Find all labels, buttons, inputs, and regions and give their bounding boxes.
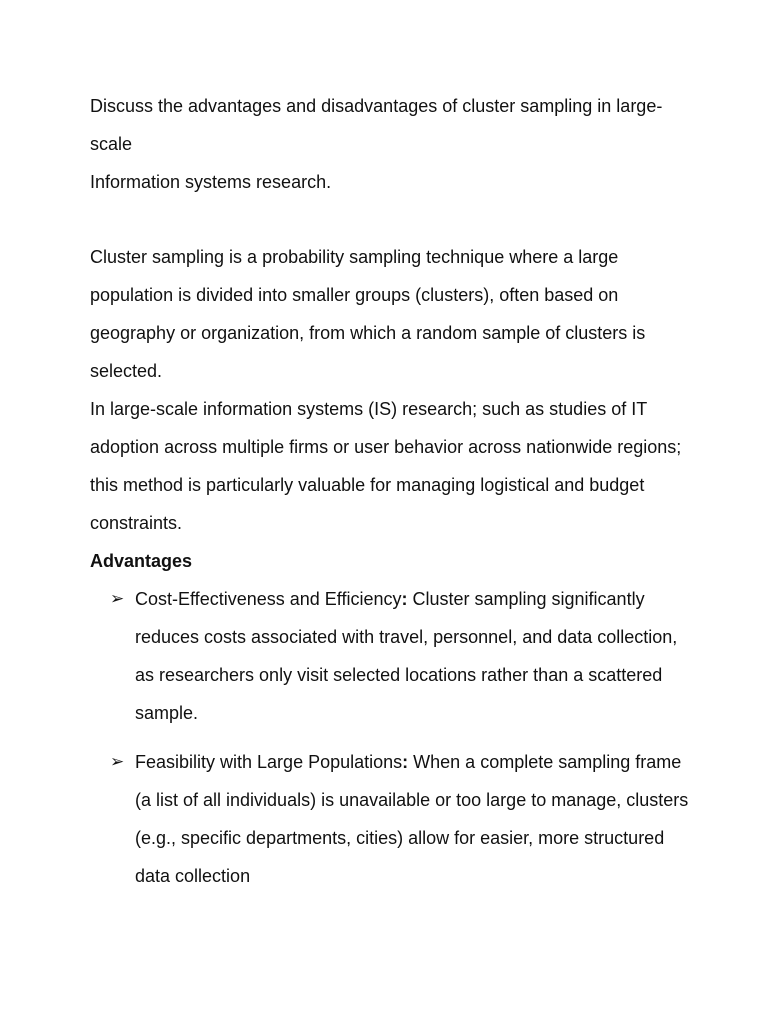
arrow-bullet-icon: ➢ — [110, 589, 125, 608]
advantage-bullet — [110, 580, 690, 732]
bullet-colon: : — [401, 589, 408, 609]
bullet-text: When a complete sampling frame (a list of all individuals) is unavailable or too large to manage, clusters (e.g., specific departments, cities) allow for easier, more structured data collection — [135, 752, 689, 886]
advantage-bullet — [110, 743, 690, 895]
intro-block — [90, 238, 690, 542]
bullet-body — [135, 743, 690, 895]
question-line-2: Information systems research. — [90, 172, 332, 192]
intro-paragraph-1: Cluster sampling is a probability sampling technique where a large population is divided into smaller groups (clusters), often based on geography or organization, from which a random sample of clusters is selected. — [90, 247, 646, 381]
bullet-colon: : — [402, 752, 409, 772]
bullet-term: Feasibility with Large Populations — [135, 752, 403, 772]
question-block — [90, 87, 690, 201]
arrow-bullet-icon: ➢ — [110, 752, 125, 771]
bullet-term: Cost-Effectiveness and Efficiency — [135, 589, 402, 609]
question-line-1: Discuss the advantages and disadvantages of cluster sampling in large-scale — [90, 96, 663, 154]
bullet-body — [135, 580, 690, 732]
advantages-heading: Advantages — [90, 551, 193, 571]
intro-paragraph-2: In large-scale information systems (IS) research; such as studies of IT adoption across multiple firms or user behavior across nationwide regions; this method is particularly valuable for managing logistical and budget constraints. — [90, 399, 682, 533]
bullet-text: Cluster sampling significantly reduces costs associated with travel, personnel, and data collection, as researchers only visit selected locations rather than a scattered sample. — [135, 589, 678, 723]
